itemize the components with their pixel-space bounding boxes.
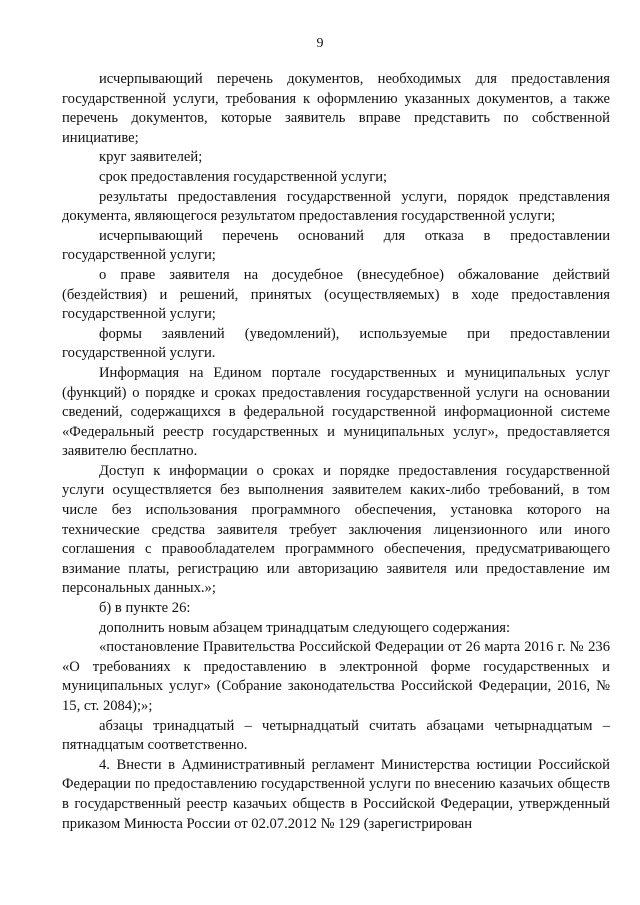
paragraph: б) в пункте 26: [99, 600, 191, 617]
paragraph: дополнить новым абзацем тринадцатым следующего содержания: [99, 619, 511, 636]
paragraph: результаты предоставления государственной услуги, порядок представления документа, являющегося результатом предоставления государственной услуги; [62, 188, 610, 225]
paragraph: Информация на Едином портале государственных и муниципальных услуг (функций) о порядке и сроках предоставления государственной услуги на основании сведений, содержащихся в федеральной государственной информационной системе «Федеральный реестр государственных и муниципальных услуг», предоставляется заявителю бесплатно. [62, 364, 610, 460]
paragraph: о праве заявителя на досудебное (внесудебное) обжалование действий (бездействия) и решений, принятых (осуществляемых) в ходе предоставления государственной услуги; [62, 266, 610, 323]
paragraph: исчерпывающий перечень документов, необходимых для предоставления государственной услуги, требования к оформлению указанных документов, а также перечень документов, которые заявитель вправе представить по собственной инициативе; [62, 71, 610, 146]
paragraph: 4. Внести в Административный регламент Министерства юстиции Российской Федерации по предоставлению государственной услуги по внесению казачьих обществ в государственный реестр казачьих обществ в Российской Федерации, утвержденный приказом Минюста России от 02.07.2012 № 129 (зарегистрирован [62, 756, 610, 832]
paragraph: абзацы тринадцатый – четырнадцатый считать абзацами четырнадцатым – пятнадцатым соответственно. [62, 717, 610, 754]
paragraph: срок предоставления государственной услуги; [99, 168, 388, 185]
paragraph: исчерпывающий перечень оснований для отказа в предоставлении государственной услуги; [62, 227, 610, 264]
paragraph: формы заявлений (уведомлений), используемые при предоставлении государственной услуги. [62, 325, 610, 362]
page-number: 9 [316, 36, 324, 51]
paragraph: круг заявителей; [99, 149, 203, 166]
paragraph: Доступ к информации о сроках и порядке предоставления государственной услуги осуществляется без выполнения заявителем каких-либо требований, в том числе без использования программного обеспечения, установка которого на технические средства заявителя требует заключения лицензионного или иного соглашения с правообладателем программного обеспечения, предусматривающего взимание платы, регистрацию или авторизацию заявителя или предоставление им персональных данных.»; [62, 462, 610, 597]
paragraph: «постановление Правительства Российской Федерации от 26 марта 2016 г. № 236 «О требованиях к предоставлению в электронной форме государственных и муниципальных услуг» (Собрание законодательства Российской Федерации, 2016, № 15, ст. 2084);»; [62, 639, 610, 714]
document-body [62, 70, 610, 834]
